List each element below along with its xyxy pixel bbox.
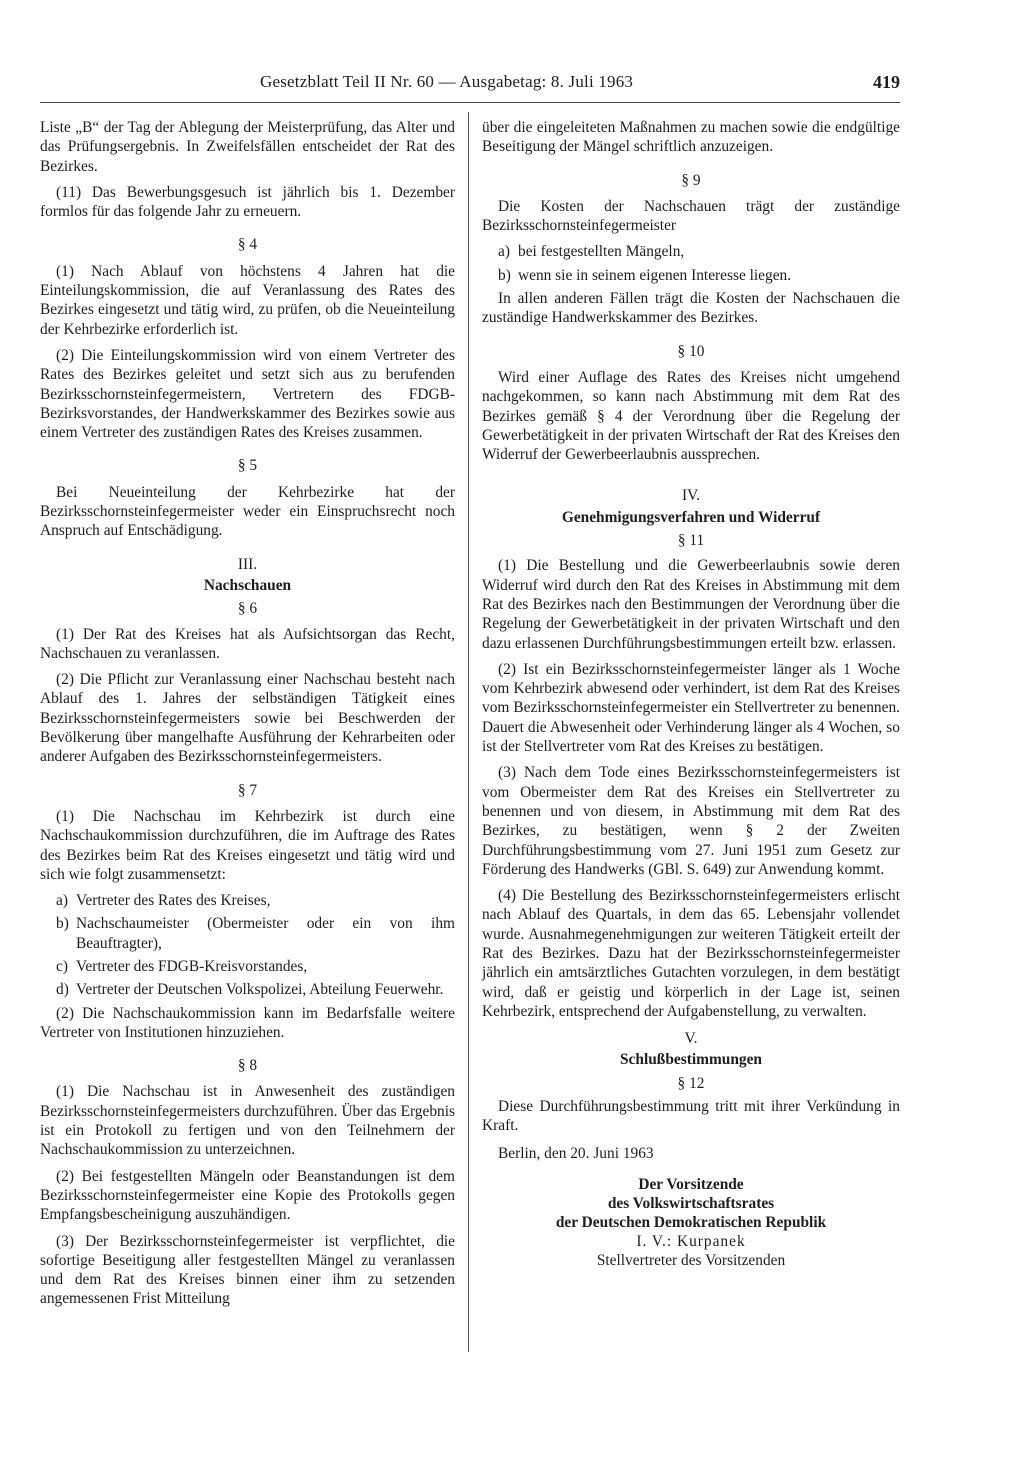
section-5-heading: § 5 (237, 457, 258, 475)
left-column (40, 118, 455, 1316)
signature-block (482, 1175, 900, 1270)
list-label: b) (56, 915, 69, 933)
paragraph: (1) Die Nachschau ist in Anwesenheit des zuständigen Bezirksschornsteinfegermeisters durchzuführen. Über das Ergebnis ist ein Protokoll zu fertigen und von den Teilnehmern der Nachschaukommission zu unterzeichnen. (40, 1083, 455, 1159)
signature-line: Der Vorsitzende (638, 1175, 744, 1193)
chapter-number: V. (684, 1030, 698, 1048)
paragraph: (1) Die Nachschau im Kehrbezirk ist durch eine Nachschaukommission durchzuführen, die im Auftrage des Rates des Bezirkes beim Rat des Kreises eingesetzt und tätig wird und sich wie folgt zusammensetzt: (40, 807, 455, 883)
signature-line: der Deutschen Demokratischen Republik (555, 1213, 827, 1231)
paragraph: In allen anderen Fällen trägt die Kosten der Nachschauen die zuständige Handwerkskammer des Bezirkes. (482, 290, 900, 327)
list-label: d) (56, 981, 69, 999)
list-text: Vertreter des Rates des Kreises, (76, 892, 271, 910)
chapter-title: Nachschauen (203, 576, 292, 594)
list-text: Vertreter der Deutschen Volkspolizei, Abteilung Feuerwehr. (76, 981, 444, 999)
paragraph: (1) Die Bestellung und die Gewerbeerlaubnis sowie deren Widerruf wird durch den Rat des Kreises in Abstimmung mit dem Rat des Bezirkes nach den Bestimmungen der Verordnung über die Regelung der Gewerbetätigkeit in der privaten Wirtschaft und den dazu erlassenen Durchführungsbestimmungen erteilt bzw. erlassen. (482, 557, 900, 652)
paragraph: (2) Die Pflicht zur Veranlassung einer Nachschau besteht nach Ablauf des 1. Jahres der selbständigen Tätigkeit eines Bezirksschornsteinfegermeisters sowie bei Beschwerden der Bevölkerung über mangelhafte Ausführung der Kehrarbeiten oder anderer Aufgaben des Bezirksschornsteinfegermeisters. (40, 671, 455, 766)
list-text: wenn sie in seinem eigenen Interesse liegen. (518, 266, 792, 284)
paragraph: (1) Der Rat des Kreises hat als Aufsichtsorgan das Recht, Nachschauen zu veranlassen. (40, 625, 455, 662)
column-divider (468, 112, 469, 1352)
paragraph: (1) Nach Ablauf von höchstens 4 Jahren hat die Einteilungskommission, die auf Veranlassung des Rates des Bezirkes eingesetzt und tätig wird, zu prüfen, ob die Neueinteilung der Kehrbezirke erforderlich ist. (40, 262, 455, 338)
paragraph: Diese Durchführungsbestimmung tritt mit ihrer Verkündung in Kraft. (482, 1098, 900, 1135)
signatory-title: Stellvertreter des Vorsitzenden (596, 1251, 786, 1269)
list-item (40, 914, 455, 953)
list-label: a) (56, 892, 68, 910)
list-label: c) (56, 957, 68, 975)
list-item (40, 957, 455, 976)
paragraph: (11) Das Bewerbungsgesuch ist jährlich bis 1. Dezember formlos für das folgende Jahr zu erneuern. (40, 183, 455, 221)
paragraph: über die eingeleiteten Maßnahmen zu machen sowie die endgültige Beseitigung der Mängel schriftlich anzuzeigen. (482, 119, 900, 156)
page-header (40, 72, 900, 103)
chapter-title: Schlußbestimmungen (620, 1051, 762, 1069)
list (40, 891, 455, 999)
list-item (482, 266, 900, 285)
date-line: Berlin, den 20. Juni 1963 (498, 1144, 654, 1162)
list-text: bei festgestellten Mängeln, (518, 243, 685, 261)
paragraph: (2) Ist ein Bezirksschornsteinfegermeister länger als 1 Woche vom Kehrbezirk abwesend oder verhindert, ist dem Rat des Kreises vom Bezirksschornsteinfegermeister ein Stellvertreter zu benennen. Dauert die Abwesenheit oder Verhinderung länger als 4 Wochen, so ist der Stellvertreter vom Rat des Kreises zu bestätigen. (482, 660, 900, 756)
list-text: Vertreter des FDGB-Kreisvorstandes, (76, 957, 308, 975)
list-item (40, 980, 455, 999)
paragraph: (2) Bei festgestellten Mängeln oder Beanstandungen ist dem Bezirksschornsteinfegermeister eine Kopie des Protokolls gegen Empfangsbescheinigung auszuhändigen. (40, 1167, 455, 1224)
section-8-heading: § 8 (237, 1057, 258, 1075)
paragraph: (3) Der Bezirksschornsteinfegermeister ist verpflichtet, die sofortige Beseitigung aller festgestellten Mängel zu veranlassen und dem Rat des Kreises binnen einer ihm zu setzenden angemessenen Frist Mitteilung (40, 1232, 455, 1308)
list-text: Nachschaumeister (Obermeister oder ein von ihm Beauftragter), (76, 915, 455, 952)
right-column (482, 118, 900, 1270)
list (482, 242, 900, 285)
signatory-name: I. V.: Kurpanek (636, 1232, 746, 1250)
chapter-title: Genehmigungsverfahren und Widerruf (561, 508, 821, 526)
paragraph: Bei Neueinteilung der Kehrbezirke hat der Bezirksschornsteinfegermeister weder ein Einspruchsrecht noch Anspruch auf Entschädigung. (40, 483, 455, 540)
section-12-heading: § 12 (677, 1074, 705, 1092)
paragraph: Die Kosten der Nachschauen trägt der zuständige Bezirksschornsteinfegermeister (482, 197, 900, 235)
signature-line: des Volkswirtschaftsrates (607, 1194, 775, 1212)
section-7-heading: § 7 (237, 781, 258, 799)
list-item (40, 891, 455, 910)
paragraph: Wird einer Auflage des Rates des Kreises nicht umgehend nachgekommen, so kann nach Abstimmung mit dem Rat des Bezirkes gemäß § 4 der Verordnung über die Regelung der Gewerbetätigkeit in der privaten Wirtschaft der Rat des Kreises den Widerruf der Gewerbeerlaubnis aussprechen. (482, 368, 900, 464)
section-6-heading: § 6 (237, 600, 258, 618)
section-11-heading: § 11 (677, 532, 705, 550)
header-title: Gesetzblatt Teil II Nr. 60 — Ausgabetag: 8. Juli 1963 (260, 72, 634, 91)
chapter-number: IV. (681, 487, 701, 505)
list-label: a) (498, 243, 510, 261)
section-9-heading: § 9 (681, 171, 701, 189)
list-item (482, 242, 900, 261)
paragraph: (3) Nach dem Tode eines Bezirksschornsteinfegermeisters ist vom Obermeister dem Rat des Kreises ein Stellvertreter zu benennen und von diesem, in Abstimmung mit dem Rat des Bezirkes, zu bestätigen, wenn § 2 der Zweiten Durchführungsbestimmung vom 27. Juni 1951 zum Gesetz zur Förderung des Handwerks (GBl. S. 649) zur Anwendung kommt. (482, 764, 900, 878)
paragraph: (2) Die Einteilungskommission wird von einem Vertreter des Rates des Bezirkes geleitet und setzt sich aus zu berufenden Bezirksschornsteinfegermeistern, Vertretern des FDGB-Bezirksvorstandes, der Handwerkskammer des Bezirkes sowie aus einem Vertreter des zuständigen Rates des Kreises zusammen. (40, 346, 455, 442)
page-number: 419 (873, 72, 900, 92)
paragraph: Liste „B“ der Tag der Ablegung der Meisterprüfung, das Alter und das Prüfungsergebnis. In Zweifelsfällen entscheidet der Rat des Bezirkes. (40, 119, 455, 175)
section-4-heading: § 4 (237, 236, 258, 254)
paragraph: (4) Die Bestellung des Bezirksschornsteinfegermeisters erlischt nach Ablauf des Quartals, in dem das 65. Lebensjahr vollendet wurde. Ausnahmegenehmigungen zur weiteren Tätigkeit erteilt der Rat des Bezirkes. Dazu hat der Bezirksschornsteinfegermeister jährlich ein amtsärztliches Gutachten vorzulegen, in dem bestätigt wird, daß er geistig und körperlich in der Lage ist, seinen Kehrbezirk, entsprechend der Aufgabenstellung, zu verwalten. (482, 887, 900, 1020)
section-10-heading: § 10 (677, 342, 705, 360)
paragraph: (2) Die Nachschaukommission kann im Bedarfsfalle weitere Vertreter von Institutionen hinzuziehen. (40, 1004, 455, 1041)
list-label: b) (498, 266, 511, 284)
chapter-number: III. (237, 555, 258, 573)
